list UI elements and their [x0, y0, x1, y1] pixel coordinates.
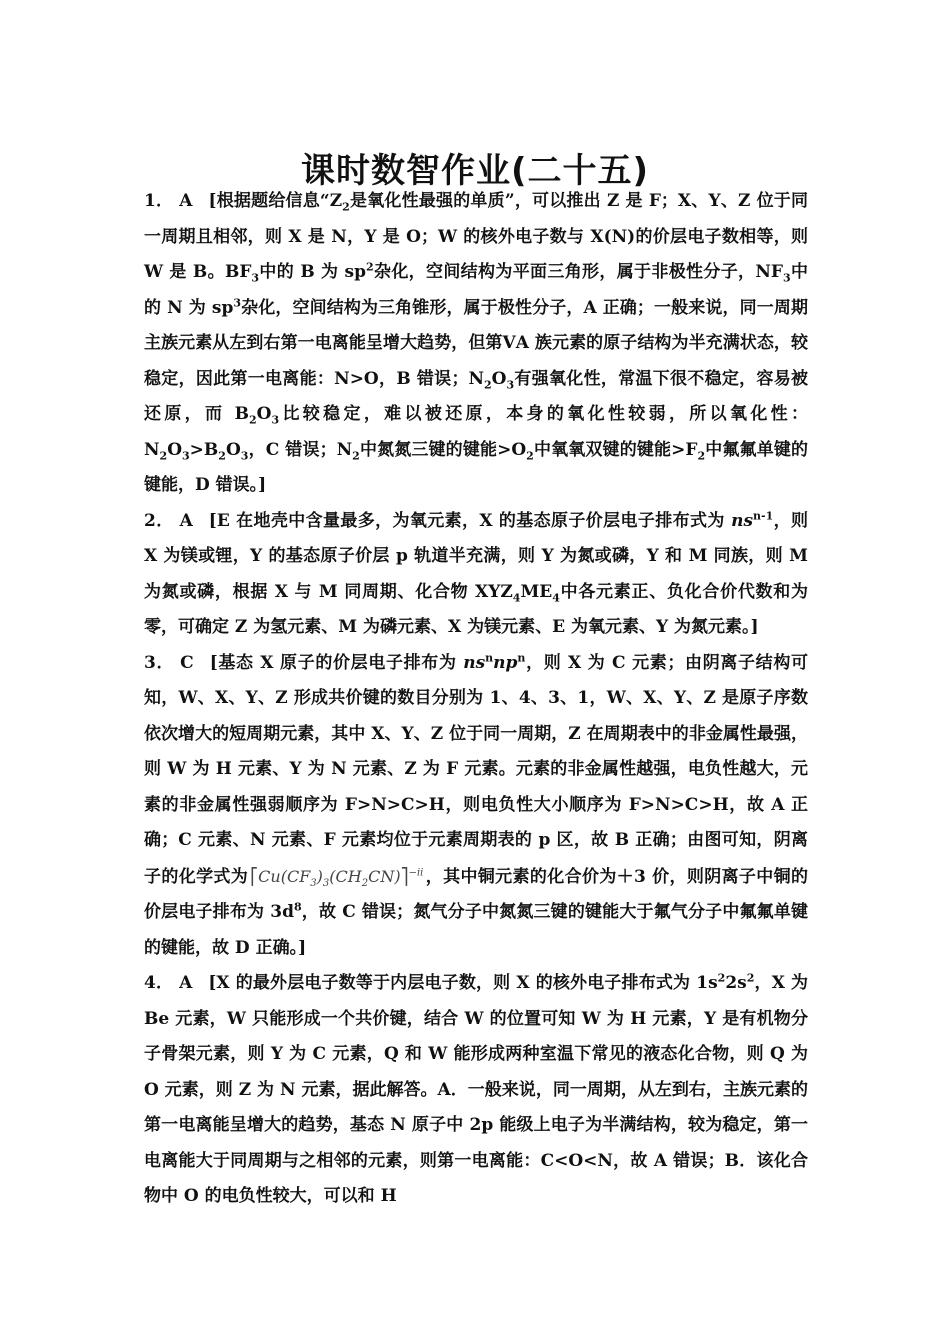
item-answer: A — [179, 191, 193, 211]
answer-content — [144, 184, 808, 1215]
item-number: 1． — [144, 191, 174, 211]
item-answer: A — [179, 510, 193, 531]
answer-item-2: 2． A [E 在地壳中含量最多，为氧元素，X 的基态原子价层电子排布式为 $ns^{n-1}$，则 X 为镁或锂，Y 的基态原子价层 p 轨道半充满，则 Y 为氮或磷，Y 和 M 同族，则 M 为氮或磷，根据 X 与 M 同周期、化合物 $XYZ_4ME_4$中各元素正、负化合价代数和为零，可确定 Z 为氢元素、M 为磷元素、X 为镁元素、E 为氧元素、Y 为氮元素。] — [144, 508, 809, 637]
item-answer: A — [179, 973, 193, 993]
item-number: 2． — [144, 510, 174, 531]
anion-formula: $⎡Cu(CF_3)_3(CH_2CN)⎤^{-ii}$ — [250, 866, 424, 889]
item-answer: C — [180, 652, 194, 673]
item-number: 3． — [144, 652, 175, 673]
item-number: 4． — [144, 973, 174, 993]
page-title: 课时数智作业(二十五) — [300, 150, 650, 191]
answer-item-3: 3． C [基态 X 原子的价层电子排布为 $ns^nnp^n$，则 X 为 C 元素；由阴离子结构可知，W、X、Y、Z 形成共价键的数目分别为 1、4、3、1，W、X、Y、Z 是原子序数依次增大的短周期元素，其中 X、Y、Z 位于同一周期，Z 在周期表中的非金属性最强，则 W 为 H 元素、Y 为 N 元素、Z 为 F 元素。元素的非金属性越强，电负性越大，元素的非金属性强弱顺序为 F>N>C>H，则电负性大小顺序为 F>N>C>H，故 A 正确；C 元素、N 元素、F 元素均位于元素周期表的 p 区，故 B 正确；由图可知，阴离子的化学式为 $⎡Cu(CF_3)_3(CH_2CN)⎤^{-ii}$ ，其中铜元素的化合价为＋3 价，则阴离子中铜的价层电子排布为 $3d^8$，故 C 错误；氮气分子中氮氮三键的键能大于氟气分子中氟氟单键的键能，故 D 正确。] — [144, 650, 809, 958]
answer-item-4: 4． A [X 的最外层电子数等于内层电子数，则 X 的核外电子排布式为 $1s^22s^2$，X 为 Be 元素，W 只能形成一个共价键，结合 W 的位置可知 W 为 H 元素，Y 是有机物分子骨架元素，则 Y 为 C 元素，Q 和 W 能形成两种室温下常见的液态化合物，则 Q 为 O 元素，则 Z 为 N 元素，据此解答。A．一般来说，同一周期，从左到右，主族元素的第一电离能呈增大的趋势，基态 N 原子中 2p 能级上电子为半满结构，较为稳定，第一电离能大于同周期与之相邻的元素，则第一电离能：C<O<N，故 A 错误；B．该化合物中 O 的电负性较大，可以和 H — [144, 971, 808, 1206]
answer-item-1: 1． A [根据题给信息“$Z_2$是氧化性最强的单质”，可以推出 Z 是 F；X、Y、Z 位于同一周期且相邻，则 X 是 N，Y 是 O；W 的核外电子数与 X(N)的价层电子数相等，则 W 是 B。$BF_3$中的 B 为 $sp^2$杂化，空间结构为平面三角形，属于非极性分子，$NF_3$中的 N 为 $sp^3$杂化，空间结构为三角锥形，属于极性分子，A 正确；一般来说，同一周期主族元素从左到右第一电离能呈增大趋势，但第ⅤA 族元素的原子结构为半充满状态，较稳定，因此第一电离能：N>O，B 错误；$N_2O_3$有强氧化性，常温下很不稳定，容易被还原，而 $B_2O_3$比较稳定，难以被还原，本身的氧化性较弱，所以氧化性：$N_2O_3>B_2O_3$，C 错误；$N_2$中氮氮三键的键能$>O_2$中氧氧双键的键能$>F_2$中氟氟单键的键能，D 错误。] — [144, 191, 809, 495]
